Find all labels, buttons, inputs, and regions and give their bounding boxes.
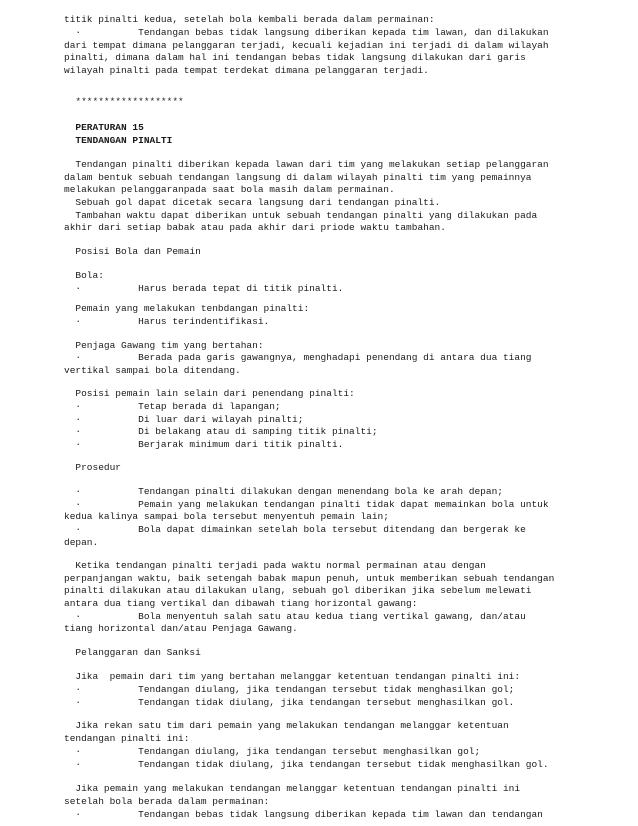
- section-heading: TENDANGAN PINALTI: [64, 135, 173, 146]
- text-line: Tambahan waktu dapat diberikan untuk sebuah tendangan pinalti yang dilakukan pada: [64, 210, 538, 221]
- text-line: vertikal sampai bola ditendang.: [64, 365, 241, 376]
- text-line: Jika rekan satu tim dari pemain yang melakukan tendangan melanggar ketentuan: [64, 720, 509, 731]
- text-line: antara dua tiang vertikal dan dibawah tiang horizontal gawang:: [64, 598, 418, 609]
- text-line: · Bola menyentuh salah satu atau kedua tiang vertikal gawang, dan/atau: [64, 611, 526, 622]
- text-line: · Tendangan diulang, jika tendangan tersebut tidak menghasilkan gol;: [64, 684, 515, 695]
- text-line: Prosedur: [64, 462, 122, 473]
- text-line: pinalti, dimana dalam hal ini tendangan bebas tidak langsung dilakukan dari garis: [64, 52, 526, 63]
- text-line: · Harus terindentifikasi.: [64, 316, 270, 327]
- text-line: pinalti dilakukan atau dilakukan ulang, sebuah gol diberikan jika sebelum melewati: [64, 585, 532, 596]
- text-line: Penjaga Gawang tim yang bertahan:: [64, 340, 264, 351]
- text-line: · Tendangan diulang, jika tendangan tersebut menghasilkan gol;: [64, 746, 481, 757]
- text-line: tiang horizontal dan/atau Penjaga Gawang.: [64, 623, 298, 634]
- text-line: akhir dari setiap babak atau pada akhir dari priode waktu tambahan.: [64, 222, 446, 233]
- text-line: Pelanggaran dan Sanksi: [64, 647, 201, 658]
- text-line: Jika pemain dari tim yang bertahan melanggar ketentuan tendangan pinalti ini:: [64, 671, 521, 682]
- text-line: Sebuah gol dapat dicetak secara langsung dari tendangan pinalti.: [64, 197, 441, 208]
- text-line: · Di luar dari wilayah pinalti;: [64, 414, 304, 425]
- text-line: kedua kalinya sampai bola tersebut menyentuh pemain lain;: [64, 511, 389, 522]
- text-line: titik pinalti kedua, setelah bola kembali berada dalam permainan:: [64, 14, 435, 25]
- text-line: · Di belakang atau di samping titik pinalti;: [64, 426, 378, 437]
- text-line: Pemain yang melakukan tenbdangan pinalti:: [64, 303, 310, 314]
- text-line: Jika pemain yang melakukan tendangan melanggar ketentuan tendangan pinalti ini: [64, 783, 521, 794]
- text-line: perpanjangan waktu, baik setengah babak mapun penuh, untuk memberikan sebuah tendangan: [64, 573, 555, 584]
- text-line: · Berjarak minimum dari titik pinalti.: [64, 439, 344, 450]
- text-line: wilayah pinalti pada tempat terdekat dimana pelanggaran terjadi.: [64, 65, 429, 76]
- text-line: Tendangan pinalti diberikan kepada lawan dari tim yang melakukan setiap pelanggaran: [64, 159, 549, 170]
- text-line: · Tendangan bebas tidak langsung diberikan kepada tim lawan dan tendangan: [64, 809, 543, 820]
- section-heading: PERATURAN 15: [64, 122, 144, 133]
- text-line: · Tendangan tidak diulang, jika tendangan tersebut tidak menghasilkan gol.: [64, 759, 549, 770]
- text-line: depan.: [64, 537, 99, 548]
- text-line: Posisi pemain lain selain dari penendang pinalti:: [64, 388, 355, 399]
- text-line: · Berada pada garis gawangnya, menghadapi penendang di antara dua tiang: [64, 352, 532, 363]
- text-line: dari tempat dimana pelanggaran terjadi, kecuali kejadian ini terjadi di dalam wilayah: [64, 40, 549, 51]
- text-line: Bola:: [64, 270, 104, 281]
- text-line: · Tendangan bebas tidak langsung diberikan kepada tim lawan, dan dilakukan: [64, 27, 549, 38]
- text-line: · Pemain yang melakukan tendangan pinalti tidak dapat memainkan bola untuk: [64, 499, 549, 510]
- text-line: · Bola dapat dimainkan setelah bola tersebut ditendang dan bergerak ke: [64, 524, 526, 535]
- text-line: tendangan pinalti ini:: [64, 733, 190, 744]
- text-line: melakukan pelanggaranpada saat bola masih dalam permainan.: [64, 184, 395, 195]
- text-line: setelah bola berada dalam permainan:: [64, 796, 270, 807]
- text-line: · Tendangan pinalti dilakukan dengan menendang bola ke arah depan;: [64, 486, 503, 497]
- text-line: Posisi Bola dan Pemain: [64, 246, 201, 257]
- text-line: · Tendangan tidak diulang, jika tendangan tersebut menghasilkan gol.: [64, 697, 515, 708]
- text-line: · Harus berada tepat di titik pinalti.: [64, 283, 344, 294]
- text-line: Ketika tendangan pinalti terjadi pada waktu normal permainan atau dengan: [64, 560, 486, 571]
- text-line: dalam bentuk sebuah tendangan langsung di dalam wilayah pinalti tim yang pemainnya: [64, 172, 532, 183]
- text-line: *******************: [64, 96, 184, 107]
- text-line: · Tetap berada di lapangan;: [64, 401, 281, 412]
